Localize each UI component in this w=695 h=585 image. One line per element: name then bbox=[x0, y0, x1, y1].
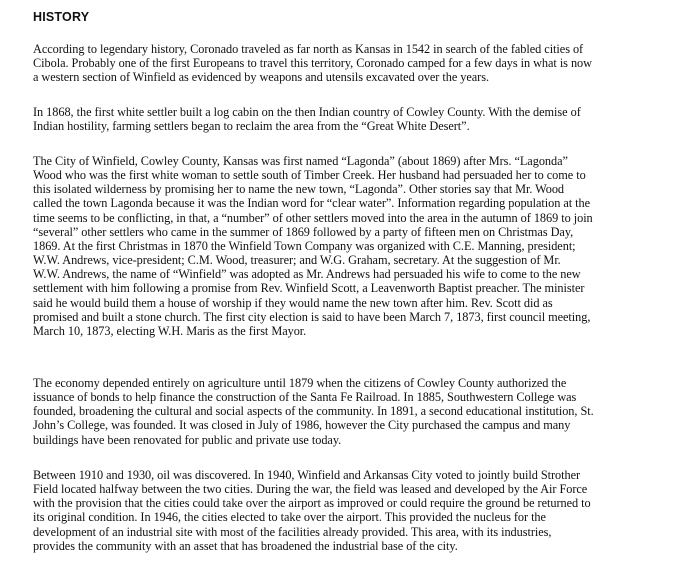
text-line: W.W. Andrews, the name of “Winfield” was adopted as Mr. Andrews had persuaded his wife to come to the new bbox=[33, 267, 581, 282]
text-line: W.W. Andrews, vice-president; C.M. Wood, treasurer; and W.G. Graham, secretary. At the suggestion of Mr. bbox=[33, 253, 561, 268]
paragraph-economy bbox=[33, 376, 683, 447]
text-line: Between 1910 and 1930, oil was discovered. In 1940, Winfield and Arkansas City voted to jointly build Strother bbox=[33, 468, 581, 482]
text-line: settlement with him following a promise from Rev. Winfield Scott, a Leavenworth Baptist preacher. The minister bbox=[33, 281, 585, 296]
text-line: its original condition. In 1946, the cities elected to take over the airport. This provided the nucleus for the bbox=[33, 510, 546, 525]
paragraph-coronado bbox=[33, 42, 683, 84]
text-line: 1869. At the first Christmas in 1870 the Winfield Town Company was organized with C.E. Manning, president; bbox=[33, 238, 576, 253]
text-line: said he would build them a house of worship if they would name the new town after him. Rev. Scott did as bbox=[33, 295, 553, 310]
paragraph-oil-airport bbox=[33, 468, 683, 553]
text-line: “several” other settlers who came in the summer of 1869 followed by a party of fifteen men on Christmas Day, bbox=[33, 224, 574, 239]
text-line: Wood who was the first white woman to settle south of Timber Creek. Her husband had persuaded her to come to bbox=[33, 168, 586, 183]
text-line: Indian hostility, farming settlers began to reclaim the area from the “Great White Desert”. bbox=[33, 119, 470, 134]
text-line: provides the community with an asset that has broadened the industrial base of the city. bbox=[33, 538, 458, 553]
text-line: According to legendary history, Coronado traveled as far north as Kansas in 1542 in search of the fabled cities of bbox=[33, 42, 584, 56]
text-line: John’s College, was founded. It was closed in July of 1986, however the City purchased the campus and many bbox=[33, 418, 571, 433]
text-line: buildings have been renovated for public and private use today. bbox=[33, 432, 342, 447]
text-line: March 10, 1873, electing W.H. Maris as the first Mayor. bbox=[33, 323, 307, 338]
text-line: called the town Lagonda because it was the Indian word for “clear water”. Information regarding population at the bbox=[33, 196, 591, 211]
text-line: Cibola. Probably one of the first Europeans to travel this territory, Coronado camped for a few days in what is now bbox=[33, 56, 592, 71]
text-line: a western section of Winfield as evidenced by weapons and utensils excavated over the years. bbox=[33, 70, 489, 85]
paragraph-city-naming bbox=[33, 154, 683, 338]
text-line: time seems to be conflicting, in that, a “number” of other settlers moved into the area in the autumn of 1869 to join bbox=[33, 210, 593, 225]
text-line: founded, broadening the cultural and social aspects of the community. In 1891, a second educational institution, St. bbox=[33, 404, 594, 419]
section-heading: HISTORY bbox=[33, 10, 90, 24]
text-line: The economy depended entirely on agriculture until 1879 when the citizens of Cowley County authorized the bbox=[33, 376, 567, 390]
text-line: this isolated wilderness by promising her to name the new town, “Lagonda”. Other stories say that Mr. Wood bbox=[33, 182, 565, 197]
paragraph-first-settler bbox=[33, 105, 683, 133]
text-line: issuance of bonds to help finance the construction of the Santa Fe Railroad. In 1885, Southwestern College was bbox=[33, 390, 577, 405]
text-line: development of an industrial site with most of the facilities already provided. This area, with its industries, bbox=[33, 524, 552, 539]
text-line: Field located halfway between the two cities. During the war, the field was leased and developed by the Air Force bbox=[33, 482, 588, 497]
text-line: The City of Winfield, Cowley County, Kansas was first named “Lagonda” (about 1869) after Mrs. “Lagonda” bbox=[33, 154, 568, 168]
text-line: with the provision that the cities could take over the airport as improved or could require the ground be returned to bbox=[33, 496, 591, 511]
text-line: In 1868, the first white settler built a log cabin on the then Indian country of Cowley County. With the demise of bbox=[33, 105, 581, 119]
text-line: promised and built a stone church. The first city election is said to have been March 7, 1873, first council meeting, bbox=[33, 309, 591, 324]
